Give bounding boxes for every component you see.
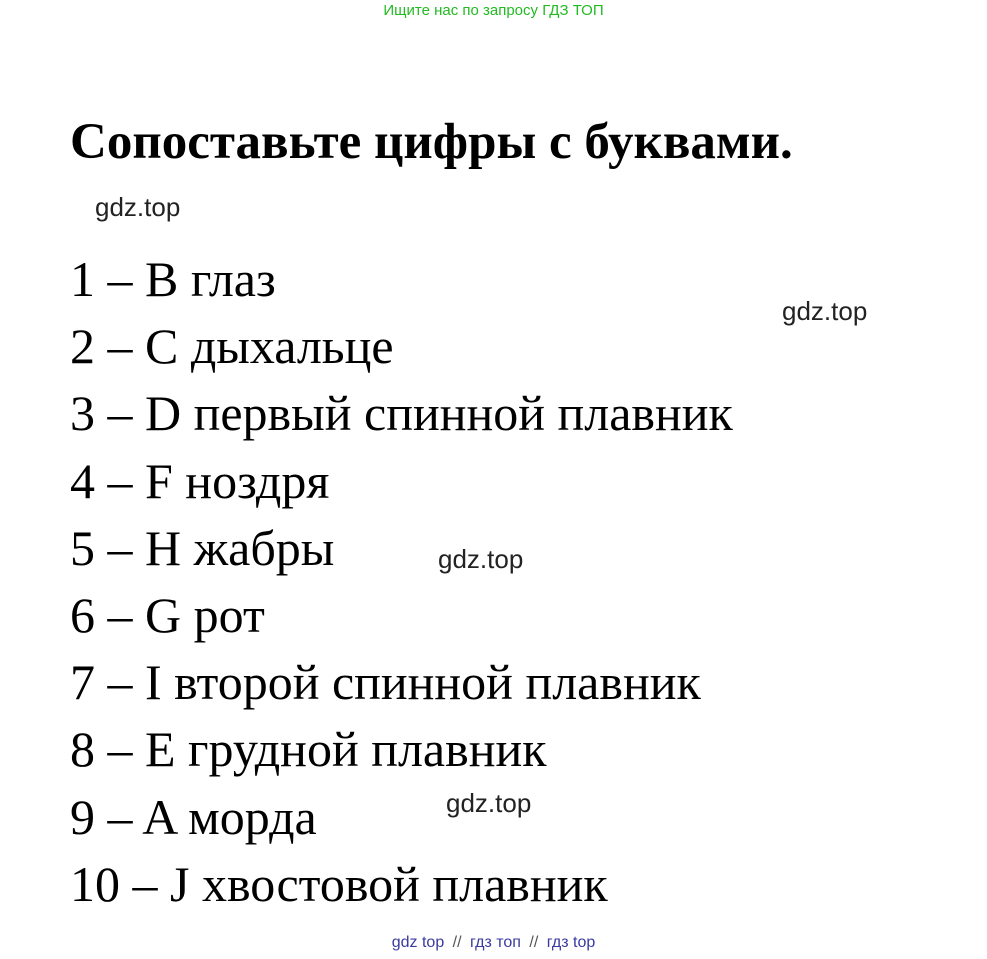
answer-line: 1 – B глаз [70,251,276,307]
footer-link[interactable]: гдз top [546,934,596,951]
answer-line: 10 – J хвостовой плавник [70,855,608,912]
answer-line: 2 – C дыхальце [70,318,394,375]
answer-list [70,246,733,918]
watermark: gdz.top [446,788,532,818]
answer-line: 9 – A морда [70,788,317,845]
footer-link[interactable]: gdz top [391,934,445,951]
footer-separator: // [529,934,539,951]
watermark: gdz.top [782,296,868,326]
task-title: Сопоставьте цифры с буквами. [70,114,793,170]
answer-line: 8 – E грудной плавник [70,721,547,778]
answer-line: 4 – F ноздря [70,452,330,509]
answer-line: 6 – G рот [70,586,265,643]
watermark: gdz.top [438,544,524,574]
footer-links [0,934,987,952]
answer-line: 7 – I второй спинной плавник [70,654,701,711]
answer-line: 3 – D первый спинной плавник [70,385,733,442]
watermark: gdz.top [95,192,181,222]
answer-line: 5 – H жабры [70,519,335,576]
footer-separator: // [452,934,462,951]
footer-link[interactable]: гдз топ [470,934,521,951]
search-banner: Ищите нас по запросу ГДЗ ТОП [383,2,604,19]
